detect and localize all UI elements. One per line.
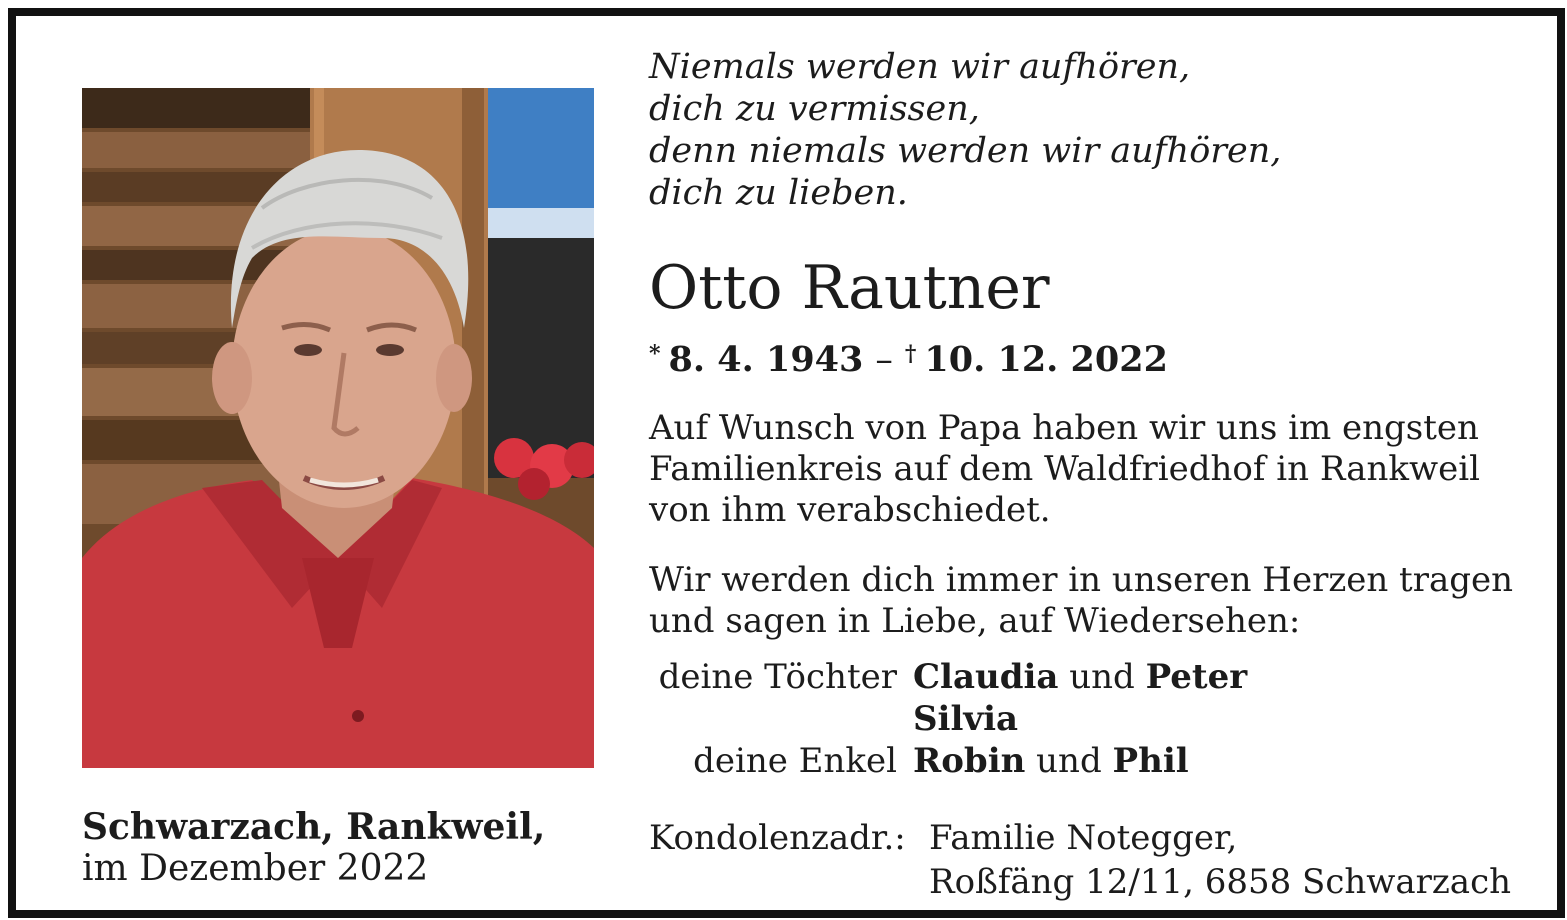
condolence-address (649, 816, 1511, 904)
portrait-photo (82, 88, 594, 768)
family-list (649, 656, 1247, 782)
verse-line: dich zu vermissen, (649, 89, 980, 129)
daughters-label: deine Töchter (658, 657, 897, 697)
grandchildren-label: deine Enkel (693, 741, 897, 781)
place-locations: Schwarzach, Rankweil, (82, 806, 546, 848)
daughter-name: Silvia (913, 699, 1019, 739)
farewell-paragraph: Auf Wunsch von Papa haben wir uns im engsten Familienkreis auf dem Waldfriedhof in Rankweil von ihm verabschiedet. (649, 408, 1480, 530)
grandchild-name: Robin (913, 741, 1026, 781)
and-word: und (1069, 657, 1135, 697)
birth-symbol: * (649, 341, 661, 367)
verse-line: dich zu lieben. (649, 173, 908, 213)
partner-name: Peter (1145, 657, 1248, 697)
condolence-line: Familie Notegger, (929, 818, 1238, 858)
date-separator: – (875, 340, 893, 380)
death-date: 10. 12. 2022 (924, 339, 1168, 380)
grandchild-name: Phil (1112, 741, 1189, 781)
and-word: und (1036, 741, 1102, 781)
memorial-verse (649, 46, 1281, 214)
grandchildren-row (649, 740, 1247, 782)
verse-line: Niemals werden wir aufhören, (649, 47, 1191, 87)
obituary-notice (8, 8, 1565, 918)
daughters-row (649, 656, 1247, 698)
daughters-row-2 (649, 698, 1247, 740)
deceased-name: Otto Rautner (649, 253, 1050, 323)
condolence-label: Kondolenzadr.: (649, 818, 906, 858)
verse-line: denn niemals werden wir aufhören, (649, 131, 1282, 171)
love-paragraph: Wir werden dich immer in unseren Herzen tragen und sagen in Liebe, auf Wiedersehen: (649, 560, 1514, 641)
daughter-name: Claudia (913, 657, 1059, 697)
birth-date: 8. 4. 1943 (668, 339, 864, 380)
place-date: im Dezember 2022 (82, 848, 429, 889)
place-date-block (82, 806, 545, 890)
condolence-line: Roßfäng 12/11, 6858 Schwarzach (929, 862, 1512, 902)
death-symbol: † (904, 341, 917, 367)
portrait-illustration (82, 88, 594, 768)
life-dates (649, 332, 1168, 382)
